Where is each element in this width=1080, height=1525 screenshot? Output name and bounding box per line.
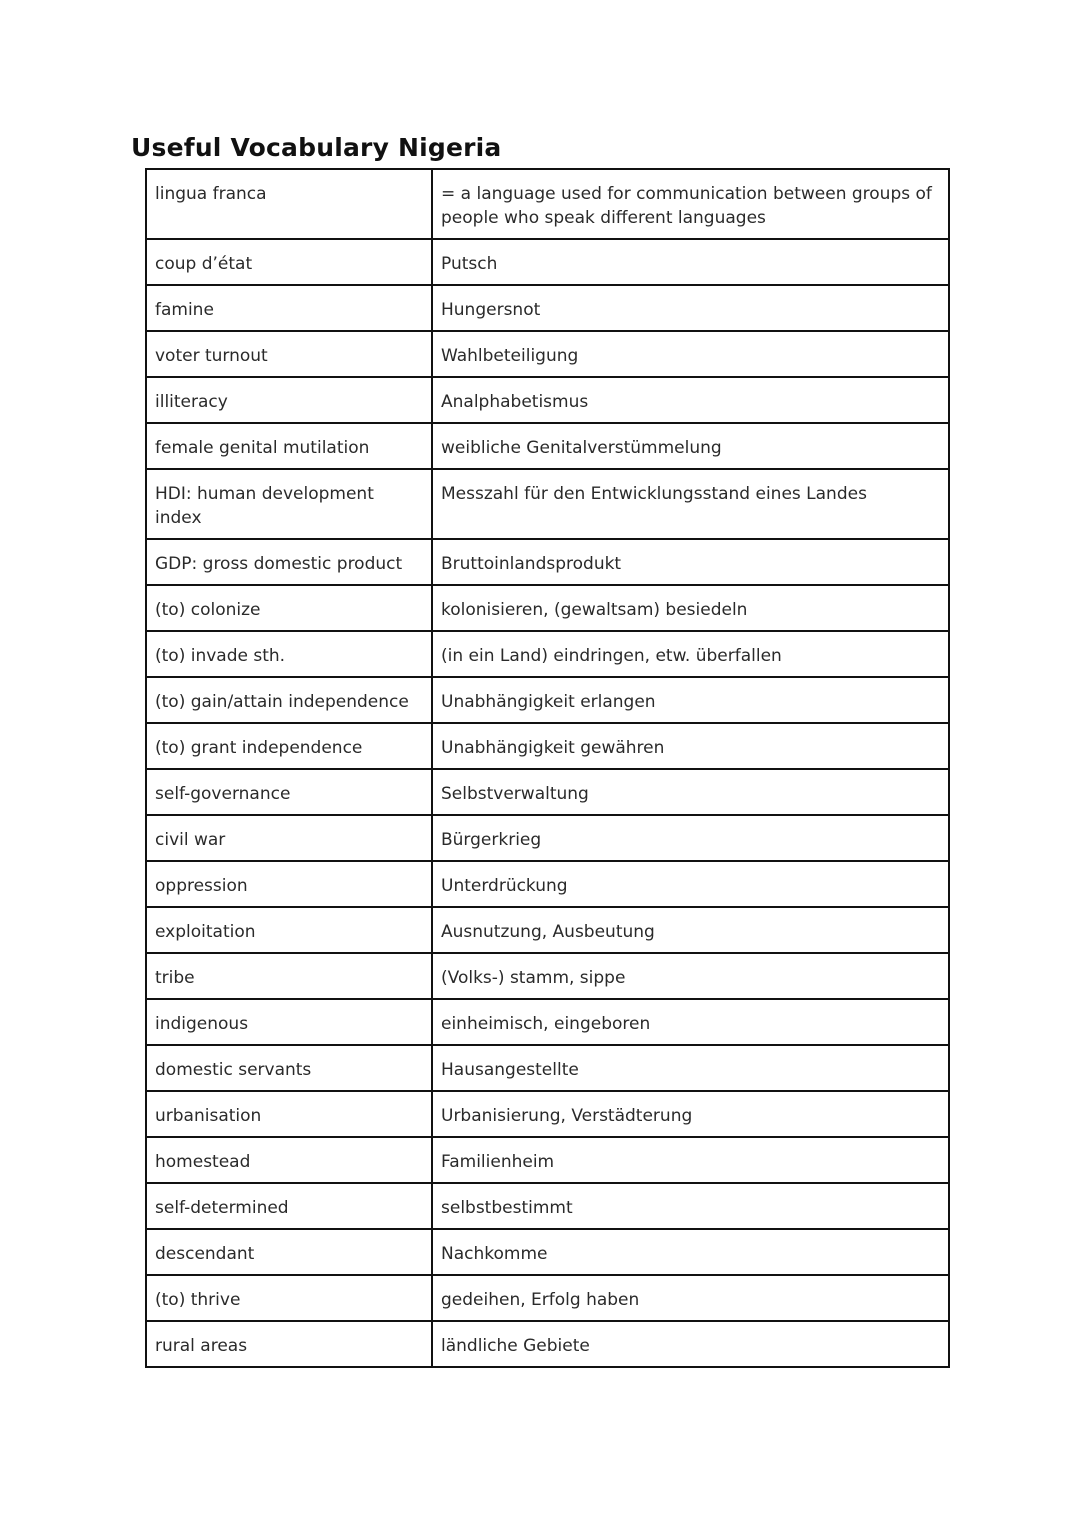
translation-cell: kolonisieren, (gewaltsam) besiedeln <box>432 585 949 631</box>
term-cell: coup d’état <box>146 239 432 285</box>
translation-cell: = a language used for communication between groups of people who speak different languages <box>432 169 949 239</box>
term-cell: domestic servants <box>146 1045 432 1091</box>
translation-cell: Messzahl für den Entwicklungsstand eines Landes <box>432 469 949 539</box>
table-row <box>146 1137 949 1183</box>
term-cell: (to) grant independence <box>146 723 432 769</box>
table-row <box>146 631 949 677</box>
table-row <box>146 907 949 953</box>
translation-cell: Analphabetismus <box>432 377 949 423</box>
translation-cell: Unabhängigkeit gewähren <box>432 723 949 769</box>
translation-cell: (in ein Land) eindringen, etw. überfallen <box>432 631 949 677</box>
term-cell: HDI: human development index <box>146 469 432 539</box>
term-cell: rural areas <box>146 1321 432 1367</box>
term-cell: lingua franca <box>146 169 432 239</box>
table-row <box>146 423 949 469</box>
translation-cell: (Volks-) stamm, sippe <box>432 953 949 999</box>
translation-cell: weibliche Genitalverstümmelung <box>432 423 949 469</box>
translation-cell: Unterdrückung <box>432 861 949 907</box>
table-row <box>146 1091 949 1137</box>
term-cell: famine <box>146 285 432 331</box>
table-row <box>146 677 949 723</box>
term-cell: (to) gain/attain independence <box>146 677 432 723</box>
translation-cell: Urbanisierung, Verstädterung <box>432 1091 949 1137</box>
vocabulary-table <box>145 168 950 1368</box>
table-row <box>146 723 949 769</box>
term-cell: voter turnout <box>146 331 432 377</box>
table-row <box>146 585 949 631</box>
term-cell: illiteracy <box>146 377 432 423</box>
page-title: Useful Vocabulary Nigeria <box>131 133 502 162</box>
translation-cell: Putsch <box>432 239 949 285</box>
table-row <box>146 1045 949 1091</box>
term-cell: (to) invade sth. <box>146 631 432 677</box>
table-row <box>146 1275 949 1321</box>
translation-cell: gedeihen, Erfolg haben <box>432 1275 949 1321</box>
term-cell: civil war <box>146 815 432 861</box>
term-cell: (to) colonize <box>146 585 432 631</box>
term-cell: indigenous <box>146 999 432 1045</box>
table-row <box>146 1321 949 1367</box>
table-row <box>146 539 949 585</box>
translation-cell: Hungersnot <box>432 285 949 331</box>
term-cell: urbanisation <box>146 1091 432 1137</box>
table-row <box>146 239 949 285</box>
term-cell: self-determined <box>146 1183 432 1229</box>
table-row <box>146 469 949 539</box>
table-row <box>146 1183 949 1229</box>
term-cell: oppression <box>146 861 432 907</box>
table-row <box>146 331 949 377</box>
translation-cell: Selbstverwaltung <box>432 769 949 815</box>
translation-cell: Hausangestellte <box>432 1045 949 1091</box>
table-row <box>146 999 949 1045</box>
table-row <box>146 815 949 861</box>
translation-cell: Familienheim <box>432 1137 949 1183</box>
table-row <box>146 169 949 239</box>
term-cell: GDP: gross domestic product <box>146 539 432 585</box>
translation-cell: Ausnutzung, Ausbeutung <box>432 907 949 953</box>
term-cell: (to) thrive <box>146 1275 432 1321</box>
term-cell: homestead <box>146 1137 432 1183</box>
table-row <box>146 769 949 815</box>
term-cell: female genital mutilation <box>146 423 432 469</box>
term-cell: descendant <box>146 1229 432 1275</box>
translation-cell: Wahlbeteiligung <box>432 331 949 377</box>
term-cell: tribe <box>146 953 432 999</box>
translation-cell: selbstbestimmt <box>432 1183 949 1229</box>
term-cell: self-governance <box>146 769 432 815</box>
table-row <box>146 861 949 907</box>
table-row <box>146 377 949 423</box>
term-cell: exploitation <box>146 907 432 953</box>
table-row <box>146 285 949 331</box>
translation-cell: einheimisch, eingeboren <box>432 999 949 1045</box>
translation-cell: Bruttoinlandsprodukt <box>432 539 949 585</box>
translation-cell: Nachkomme <box>432 1229 949 1275</box>
table-row <box>146 953 949 999</box>
table-row <box>146 1229 949 1275</box>
translation-cell: Unabhängigkeit erlangen <box>432 677 949 723</box>
translation-cell: Bürgerkrieg <box>432 815 949 861</box>
translation-cell: ländliche Gebiete <box>432 1321 949 1367</box>
